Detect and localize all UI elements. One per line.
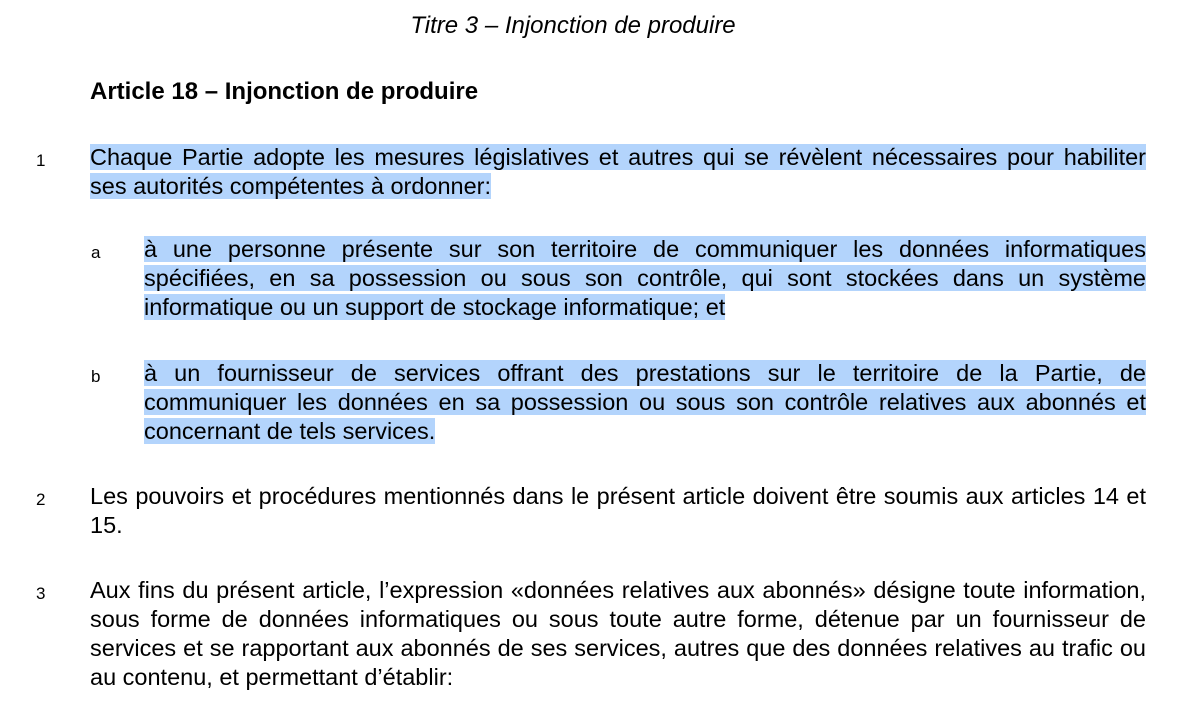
paragraph-number-3: 3 bbox=[36, 584, 46, 603]
paragraph-1-highlighted-text: Chaque Partie adopte les mesures législatives et autres qui se révèlent nécessaires pour habiliter ses autorités compétentes à ordonner: bbox=[90, 144, 1146, 199]
paragraph-number-2: 2 bbox=[36, 490, 46, 509]
item-letter-a: a bbox=[91, 243, 101, 262]
paragraph-3-text[interactable]: Aux fins du présent article, l’expression «données relatives aux abonnés» désigne toute information, sous forme de données informatiques ou sous toute autre forme, détenue par un fournisseur de services et se rapportant aux abonnés de ses services, autres que des données relatives au trafic ou au contenu, et permettant d’établir: bbox=[90, 577, 1146, 690]
article-heading: Article 18 – Injonction de produire bbox=[90, 78, 479, 105]
item-letter-b: b bbox=[91, 367, 101, 386]
item-a-text[interactable] bbox=[144, 235, 1146, 322]
item-b-highlighted-text: à un fournisseur de services offrant des prestations sur le territoire de la Partie, de communiquer les données en sa possession ou sous son contrôle relatives aux abonnés et concernant de tels services. bbox=[144, 360, 1146, 444]
paragraph-number-1: 1 bbox=[36, 151, 46, 170]
item-b-text[interactable] bbox=[144, 359, 1146, 446]
item-a-highlighted-text: à une personne présente sur son territoire de communiquer les données informatiques spécifiées, en sa possession ou sous son contrôle, qui sont stockées dans un système informatique ou un support de stockage informatique; et bbox=[144, 236, 1146, 320]
paragraph-1-text[interactable] bbox=[90, 143, 1146, 201]
paragraph-2-text[interactable]: Les pouvoirs et procédures mentionnés dans le présent article doivent être soumis aux articles 14 et 15. bbox=[90, 483, 1146, 538]
section-title: Titre 3 – Injonction de produire bbox=[410, 12, 736, 39]
